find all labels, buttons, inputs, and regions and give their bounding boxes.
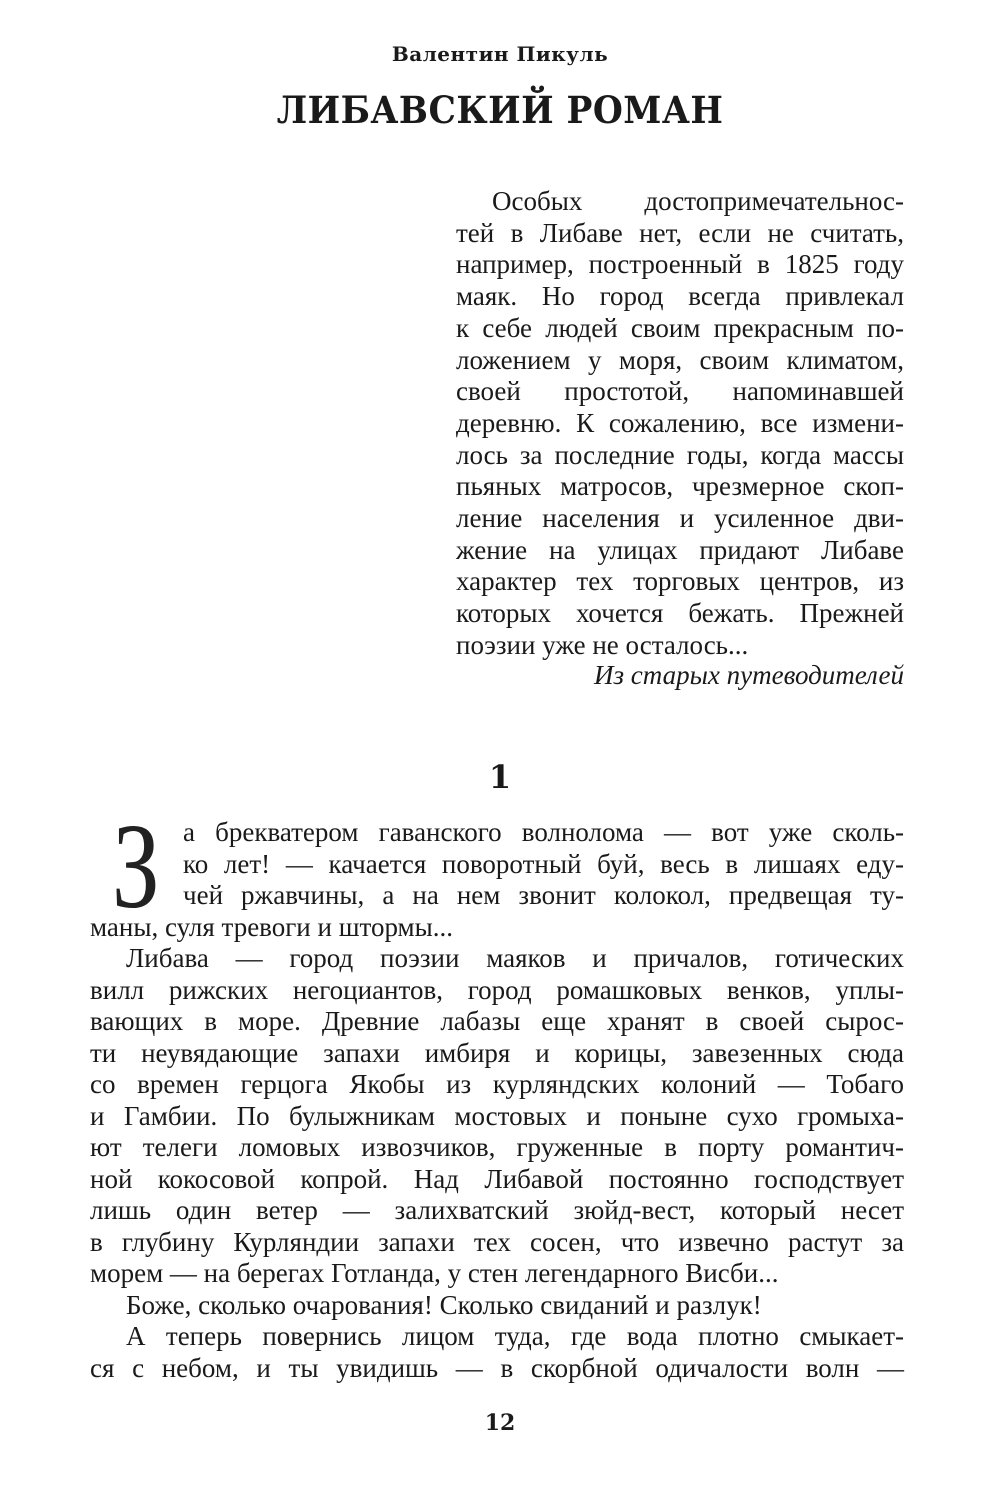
epigraph-line: которых хочется бежать. Прежней <box>456 598 904 629</box>
body-line: лишь один ветер — залихватский зюйд-вест, который несет <box>90 1195 904 1225</box>
epigraph-line: например, построенный в 1825 году <box>456 249 904 280</box>
body-line: Боже, сколько очарования! Сколько свиданий и разлук! <box>126 1289 762 1320</box>
body-line: со времен герцога Якобы из курляндских колоний — Тобаго <box>90 1069 904 1099</box>
epigraph-line: пьяных матросов, чрезмерное скоп- <box>456 471 904 502</box>
epigraph-line: к себе людей своим прекрасным по- <box>456 312 904 343</box>
epigraph-line: ложением у моря, своим климатом, <box>456 344 904 375</box>
body-line: ной кокосовой копрой. Над Либавой постоянно господствует <box>90 1163 904 1194</box>
epigraph <box>456 186 904 662</box>
body-line: чей ржавчины, а на нем звонит колокол, предвещая ту- <box>183 880 904 910</box>
body-line: ют телеги ломовых извозчиков, груженные в порту романтич- <box>90 1132 904 1162</box>
epigraph-line: поэзии уже не осталось... <box>456 629 749 660</box>
drop-cap: З <box>112 799 160 934</box>
book-title: ЛИБАВСКИЙ РОМАН <box>276 88 724 132</box>
body-line: и Гамбии. По булыжникам мостовых и поныне сухо громыха- <box>90 1100 904 1131</box>
body-line: маны, суля тревоги и штормы... <box>90 911 454 942</box>
chapter-body <box>90 817 904 1384</box>
author-name: Валентин Пикуль <box>391 42 609 66</box>
body-line: А теперь повернись лицом туда, где вода плотно смыкает- <box>126 1321 904 1351</box>
epigraph-line: своей простотой, напоминавшей <box>456 376 904 407</box>
page-number: 12 <box>484 1410 516 1436</box>
epigraph-line: характер тех торговых центров, из <box>456 566 904 597</box>
epigraph-line: маяк. Но город всегда привлекал <box>456 281 904 312</box>
body-line: вилл рижских негоциантов, город ромашковых венков, уплы- <box>90 974 904 1005</box>
epigraph-line: жение на улицах придают Либаве <box>456 534 904 565</box>
body-line: вающих в море. Древние лабазы еще хранят в своей сырос- <box>90 1006 904 1036</box>
body-line: морем — на берегах Готланда, у стен легендарного Висби... <box>90 1258 779 1288</box>
body-line: ти неувядающие запахи имбиря и корицы, завезенных сюда <box>90 1037 904 1068</box>
epigraph-line: тей в Либаве нет, если не считать, <box>456 217 904 248</box>
body-line: в глубину Курляндии запахи тех сосен, что извечно растут за <box>90 1226 904 1257</box>
epigraph-line: ление населения и усиленное дви- <box>456 503 904 534</box>
epigraph-source: Из старых путеводителей <box>594 660 904 690</box>
epigraph-line: Особых достопримечательнос- <box>492 186 904 216</box>
body-line: а брекватером гаванского волнолома — вот уже сколь- <box>183 817 904 847</box>
body-line: ко лет! — качается поворотный буй, весь в лишаях еду- <box>183 848 904 879</box>
epigraph-line: лось за последние годы, когда массы <box>456 439 904 470</box>
chapter-number: 1 <box>488 758 512 796</box>
epigraph-line: деревню. К сожалению, все измени- <box>456 407 904 438</box>
body-line: ся с небом, и ты увидишь — в скорбной одичалости волн — <box>90 1352 904 1383</box>
body-line: Либава — город поэзии маяков и причалов, готических <box>126 943 904 973</box>
